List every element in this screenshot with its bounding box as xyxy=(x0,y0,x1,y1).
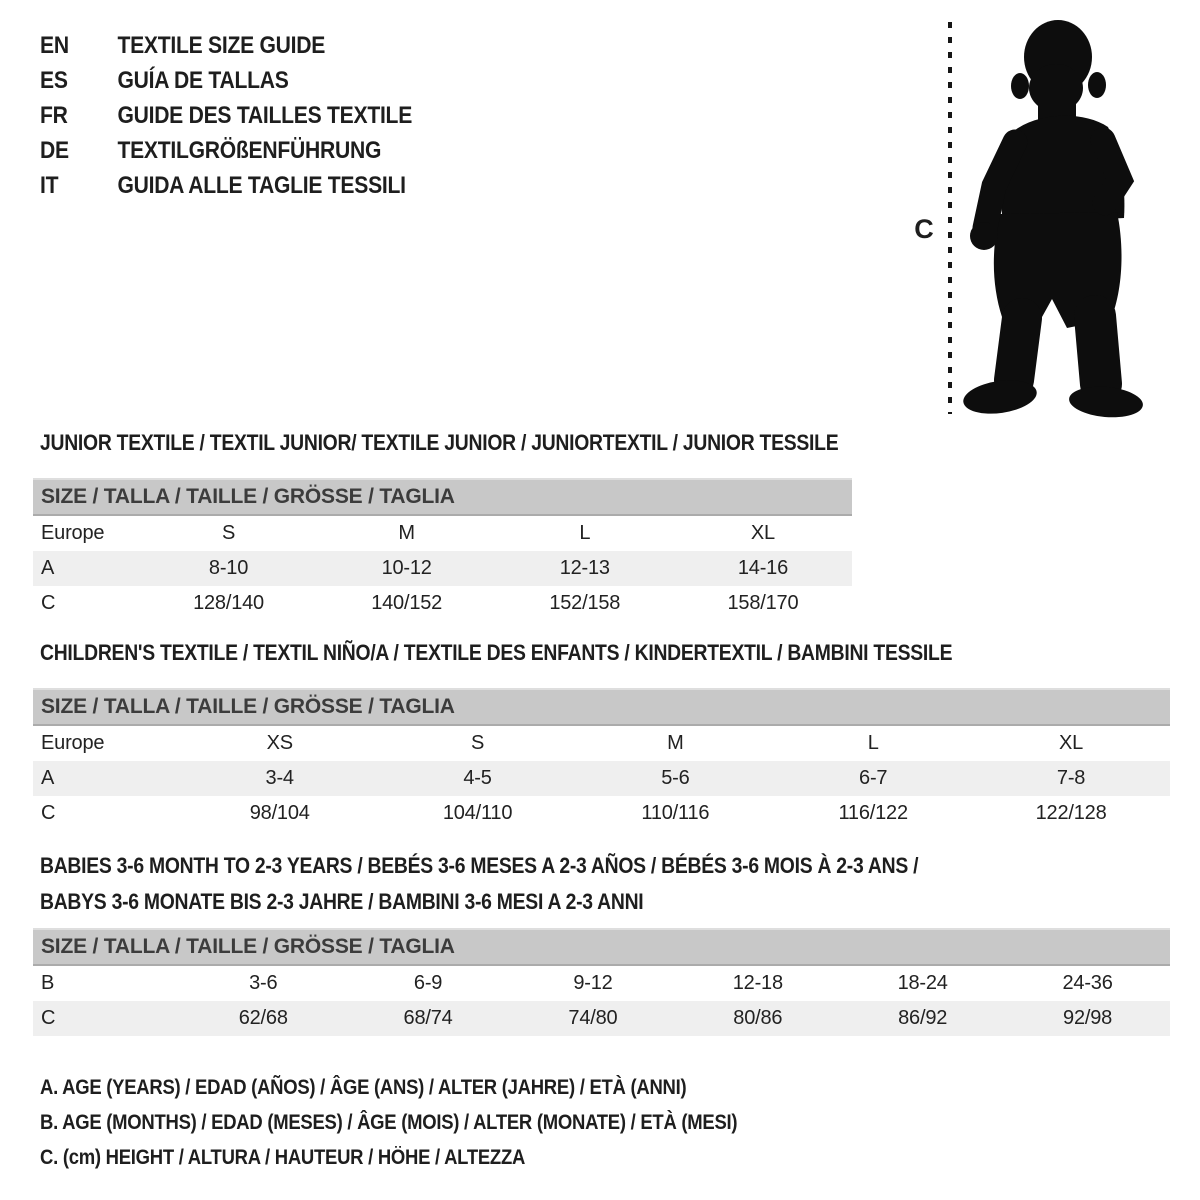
size-header-row xyxy=(33,689,1170,725)
cell: 80/86 xyxy=(675,1001,840,1036)
language-row xyxy=(40,168,412,203)
cell: 3-6 xyxy=(249,972,278,994)
cell: 18-24 xyxy=(897,972,948,994)
language-row xyxy=(40,28,412,63)
table-row xyxy=(33,725,1170,761)
language-code: EN xyxy=(40,32,69,59)
cell: L xyxy=(579,522,591,544)
language-row xyxy=(40,63,412,98)
cell: 24-36 xyxy=(1062,972,1113,994)
table-row xyxy=(33,551,852,586)
cell: 9-12 xyxy=(573,972,613,994)
table-row xyxy=(33,965,1170,1001)
language-code: FR xyxy=(40,102,68,129)
row-label: Europe xyxy=(41,522,105,544)
cell: 86/92 xyxy=(840,1001,1005,1036)
section-title-children: CHILDREN'S TEXTILE / TEXTIL NIÑO/A / TEXTILE DES ENFANTS / KINDERTEXTIL / BAMBINI TESSILE xyxy=(40,640,953,665)
cell: M xyxy=(667,732,684,754)
language-title: GUÍA DE TALLAS xyxy=(117,67,289,94)
language-title: GUIDE DES TAILLES TEXTILE xyxy=(117,102,413,129)
section-title-babies-line1: BABIES 3-6 MONTH TO 2-3 YEARS / BEBÉS 3-6 MESES A 2-3 AÑOS / BÉBÉS 3-6 MOIS À 2-3 ANS / xyxy=(40,853,919,878)
cell: 158/170 xyxy=(727,592,799,614)
section-title-babies xyxy=(40,848,1038,920)
cell: 7-8 xyxy=(972,761,1170,796)
row-label: C xyxy=(41,802,56,824)
table-row xyxy=(33,1001,1170,1036)
cell: 152/158 xyxy=(549,592,621,614)
children-size-table xyxy=(33,688,1170,831)
legend-line-c: C. (cm) HEIGHT / ALTURA / HAUTEUR / HÖHE / ALTEZZA xyxy=(40,1146,526,1169)
language-title: GUIDA ALLE TAGLIE TESSILI xyxy=(117,172,406,199)
table-row xyxy=(33,515,852,551)
cell: XS xyxy=(266,732,293,754)
cell: M xyxy=(398,522,415,544)
cell: 104/110 xyxy=(442,802,513,824)
language-code: DE xyxy=(40,137,69,164)
cell: 3-4 xyxy=(181,761,379,796)
cell: 116/122 xyxy=(838,802,908,824)
row-label: B xyxy=(41,972,55,994)
language-title: TEXTILE SIZE GUIDE xyxy=(117,32,326,59)
language-list xyxy=(40,28,463,203)
legend-line-a: A. AGE (YEARS) / EDAD (AÑOS) / ÂGE (ANS) / ALTER (JAHRE) / ETÀ (ANNI) xyxy=(40,1076,687,1099)
cell: S xyxy=(221,522,236,544)
cell: S xyxy=(470,732,485,754)
row-label: Europe xyxy=(41,732,105,754)
cell: XL xyxy=(1059,732,1084,754)
cell: 12-18 xyxy=(732,972,783,994)
cell: 62/68 xyxy=(181,1001,346,1036)
row-label: C xyxy=(41,592,56,614)
table-row xyxy=(33,761,1170,796)
legend-line-b: B. AGE (MONTHS) / EDAD (MESES) / ÂGE (MOIS) / ALTER (MONATE) / ETÀ (MESI) xyxy=(40,1111,738,1134)
size-header: SIZE / TALLA / TAILLE / GRÖSSE / TAGLIA xyxy=(33,689,1170,725)
size-header: SIZE / TALLA / TAILLE / GRÖSSE / TAGLIA xyxy=(33,929,1170,965)
cell: 74/80 xyxy=(511,1001,676,1036)
section-title-junior: JUNIOR TEXTILE / TEXTIL JUNIOR/ TEXTILE JUNIOR / JUNIORTEXTIL / JUNIOR TESSILE xyxy=(40,430,839,455)
language-row xyxy=(40,98,412,133)
language-title: TEXTILGRÖßENFÜHRUNG xyxy=(117,137,382,164)
cell: XL xyxy=(750,522,775,544)
cell: 6-9 xyxy=(413,972,443,994)
cell: 8-10 xyxy=(139,551,317,586)
cell: 110/116 xyxy=(641,802,710,824)
baby-silhouette-icon xyxy=(900,0,1200,430)
table-row xyxy=(33,586,852,621)
row-label: A xyxy=(33,551,139,586)
legend xyxy=(40,1070,832,1175)
size-header-row xyxy=(33,929,1170,965)
language-code: ES xyxy=(40,67,68,94)
cell: 6-7 xyxy=(774,761,972,796)
language-row xyxy=(40,133,412,168)
junior-size-table xyxy=(33,478,852,621)
row-label: C xyxy=(33,1001,181,1036)
cell: 10-12 xyxy=(318,551,496,586)
cell: 12-13 xyxy=(496,551,674,586)
cell: 14-16 xyxy=(674,551,852,586)
row-label: A xyxy=(33,761,181,796)
cell: 128/140 xyxy=(193,592,264,614)
size-header: SIZE / TALLA / TAILLE / GRÖSSE / TAGLIA xyxy=(33,479,852,515)
size-header-row xyxy=(33,479,852,515)
cell: 5-6 xyxy=(576,761,774,796)
height-dimension-label: C xyxy=(914,214,934,244)
cell: 4-5 xyxy=(379,761,577,796)
babies-size-table xyxy=(33,928,1170,1036)
cell: 98/104 xyxy=(249,802,310,824)
cell: 68/74 xyxy=(346,1001,511,1036)
cell: 140/152 xyxy=(371,592,443,614)
table-row xyxy=(33,796,1170,831)
cell: L xyxy=(867,732,879,754)
section-title-babies-line2: BABYS 3-6 MONATE BIS 2-3 JAHRE / BAMBINI 3-6 MESI A 2-3 ANNI xyxy=(40,889,644,914)
language-code: IT xyxy=(40,172,59,199)
cell: 122/128 xyxy=(1035,802,1107,824)
cell: 92/98 xyxy=(1005,1001,1170,1036)
